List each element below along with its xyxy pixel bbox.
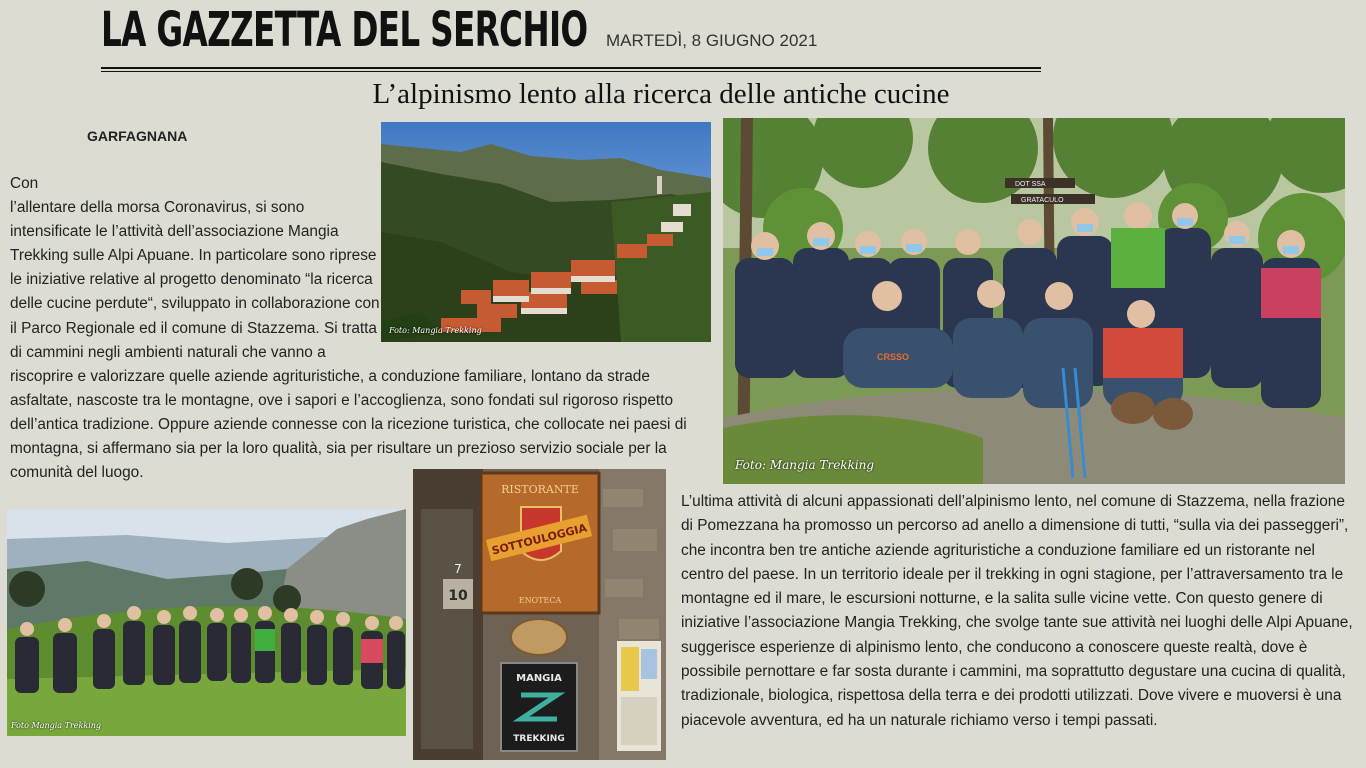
field-illustration: [7, 509, 406, 736]
article-headline: L’alpinismo lento alla ricerca delle antiche cucine: [372, 78, 950, 110]
masthead-title: LA GAZZETTA DEL SERCHIO: [101, 2, 588, 58]
photo-credit: Foto: Mangia Trekking: [389, 326, 482, 335]
issue-date: MARTEDÌ, 8 GIUGNO 2021: [606, 31, 818, 50]
masthead-rule: [101, 67, 1041, 69]
logo-text: TREKKING: [513, 734, 565, 744]
masthead-rule-thin: [101, 71, 1041, 72]
signpost-label: GRATACULO: [1021, 197, 1064, 204]
photo-restaurant-sign: [413, 469, 666, 760]
photo-group-large: [723, 118, 1345, 484]
sign-bottom-text: ENOTECA: [518, 596, 562, 605]
house-number: 10: [448, 588, 468, 604]
jersey-logo: CRSSO: [877, 352, 910, 362]
float-spacer: [102, 172, 382, 186]
house-number-small: 7: [454, 562, 462, 576]
section-label: GARFAGNANA: [87, 128, 188, 144]
article-paragraph-2: [681, 490, 1357, 733]
photo-credit: Foto Mangia Trekking: [11, 721, 102, 730]
group-illustration: [723, 118, 1345, 484]
sign-top-text: RISTORANTE: [501, 483, 579, 496]
signpost-label: DOT SSA: [1015, 181, 1046, 188]
restaurant-illustration: [413, 469, 666, 760]
paragraph-text: L’ultima attività di alcuni appassionati dell’alpinismo lento, nel comune di Stazzema, nella frazione di Pomezzana ha promosso un percorso ad anello a dimensione di tutti, “sulla via dei passeggeri”, che incontra ben tre antiche aziende agrituristiche a conduzione familiare ed un ristorante nel centro del paese. In un territorio ideale per il trekking in ogni stagione, per l’attraversamento tra le montagne ed il mare, le escursioni notturne, e la salita sulle vicine vette. Con questo genere di iniziative l’associazione Mangia Trekking, che svolge tante sue attività nei luoghi delle Alpi Apuane, suggerisce esperienze di alpinismo lento, che conducono a conoscere queste realtà, dove è possibile pernottare e far sosta durante i cammini, ma soprattutto degustare una cucina di qualità, tradizionale, biologica, rispettosa della terra e dei prodotti utilizzati. Dove vivere e muoversi è una piacevole avventura, ed ha un naturale richiamo verso i tempi passati.: [681, 493, 1353, 729]
paragraph-text: Con l’allentare della morsa Coronavirus, si sono intensificate le l’attività dell’associazione Mangia Trekking sulle Alpi Apuane. In particolare sono riprese le iniziative relative al progetto denominato “la ricerca delle cucine perdute“, sviluppato in collaborazione con il Parco Regionale ed il comune di Stazzema. Si tratta di cammini negli ambienti naturali che vanno a riscoprire e valorizzare quelle aziende agrituristiche, a conduzione familiare, lontano da strade asfaltate, nascoste tra le montagne, ove i sapori e l’accoglienza, sono fondati sul rigoroso rispetto dell’antica tradizione. Oppure aziende connesse con la ricezione turistica, che collocate nei paesi di montagna, si affermano sia per la loro qualità, sia per risultare un prezioso servizio sociale per la comunità del luogo.: [10, 175, 687, 482]
logo-text: MANGIA: [516, 673, 562, 684]
village-illustration: [381, 122, 711, 342]
photo-credit: Foto: Mangia Trekking: [735, 458, 875, 472]
photo-group-field: [7, 509, 406, 736]
sign-name-text: SOTTOULOGGIA: [490, 521, 589, 558]
photo-village: [381, 122, 711, 342]
